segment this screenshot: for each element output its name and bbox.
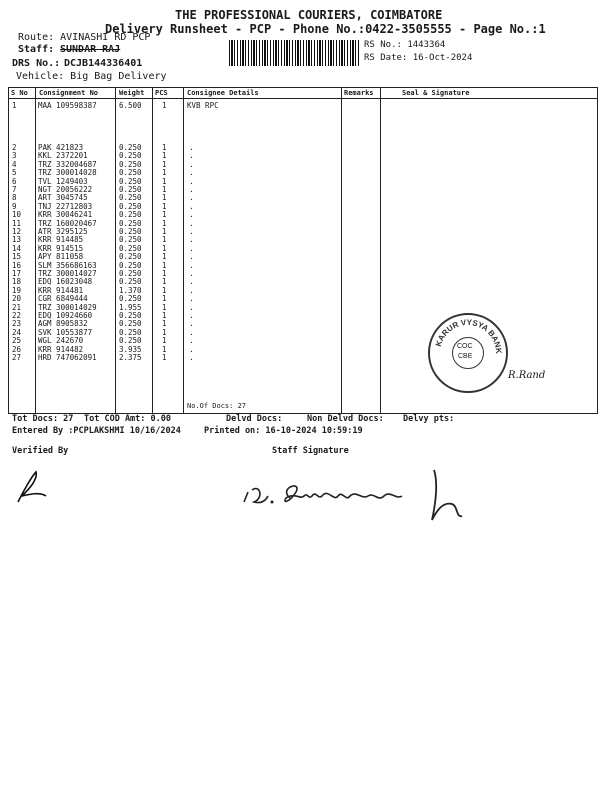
row-sno: 11 [12, 218, 22, 228]
row-sno: 14 [12, 243, 22, 253]
staff-signature-label: Staff Signature [272, 446, 349, 456]
row-pcs: 1 [162, 327, 167, 337]
row-consignment: EDQ 10924660 [38, 311, 93, 320]
row-sno: 23 [12, 319, 22, 329]
row-consignee-dot: . [189, 210, 194, 220]
row-pcs: 1 [162, 260, 167, 270]
row-pcs: 1 [162, 101, 167, 110]
row-pcs: 1 [162, 185, 167, 194]
header-weight: Weight [119, 89, 145, 97]
row-pcs: 1 [162, 277, 167, 287]
row-pcs: 1 [162, 235, 167, 245]
row-pcs: 1 [162, 227, 167, 236]
row-pcs: 1 [162, 143, 167, 152]
row-sno: 26 [12, 344, 22, 354]
row-sno: 15 [12, 252, 22, 262]
row-weight: 0.250 [119, 294, 142, 304]
row-pcs: 1 [162, 311, 167, 320]
row-sno: 3 [12, 151, 17, 161]
row-consignment: TVL 1249403 [38, 176, 88, 186]
row-consignee-dot: . [189, 235, 194, 245]
row-consignment: CGR 6849444 [38, 294, 88, 304]
row-weight: 0.250 [119, 168, 142, 178]
row-consignment: KRR 30046241 [38, 210, 93, 220]
verifier-signature [10, 468, 50, 508]
row-consignment: ART 3045745 [38, 193, 88, 203]
printed-on: Printed on: 16-10-2024 10:59:19 [204, 426, 363, 436]
row-sno: 24 [12, 327, 22, 337]
stamp-ring-textpath: KARUR VYSYA BANK [433, 317, 504, 354]
row-sno: 25 [12, 336, 22, 346]
row-sno: 4 [12, 159, 17, 169]
row-weight: 0.250 [119, 210, 142, 220]
row-consignee-dot: . [189, 227, 194, 236]
row-consignment: TRZ 300014029 [38, 302, 97, 312]
row-sno: 27 [12, 353, 22, 362]
staff-name: SUNDAR RAJ [60, 44, 121, 55]
row-sno: 18 [12, 277, 22, 287]
row-weight: 3.935 [119, 344, 142, 354]
row-consignee-dot: . [189, 193, 194, 203]
entered-by: Entered By :PCPLAKSHMI 10/16/2024 [12, 426, 181, 436]
row-weight: 0.250 [119, 193, 142, 203]
table-row [9, 101, 597, 110]
row-consignment: TRZ 300014028 [38, 168, 97, 178]
row-consignee-dot: . [189, 168, 194, 178]
row-consignment: AGM 8905832 [38, 319, 88, 329]
row-weight: 0.250 [119, 277, 142, 287]
row-consignment: EDQ 16023048 [38, 277, 93, 287]
row-consignee-dot: . [189, 344, 194, 354]
row-consignment: PAK 421823 [38, 143, 84, 152]
header-seal: Seal & Signature [402, 89, 470, 97]
rs-date: RS Date: 16-Oct-2024 [364, 53, 473, 63]
row-consignee-dot: . [189, 159, 194, 169]
row-consignment: TRZ 332004687 [38, 159, 97, 169]
rs-number: RS No.: 1443364 [364, 40, 446, 50]
drs-number: DCJB144336401 [64, 58, 143, 69]
row-sno: 22 [12, 311, 22, 320]
row-pcs: 1 [162, 294, 167, 304]
row-consignment: KKL 2372201 [38, 151, 88, 161]
row-pcs: 1 [162, 302, 167, 312]
row-pcs: 1 [162, 168, 167, 178]
row-weight: 0.250 [119, 151, 142, 161]
row-pcs: 1 [162, 151, 167, 161]
row-consignment: KRR 914482 [38, 344, 84, 354]
row-sno: 17 [12, 269, 22, 278]
row-pcs: 1 [162, 210, 167, 220]
row-pcs: 1 [162, 218, 167, 228]
row-weight: 0.250 [119, 327, 142, 337]
row-consignee-dot: . [189, 277, 194, 287]
row-consignee: KVB RPC [187, 101, 219, 110]
row-sno: 2 [12, 143, 17, 152]
bank-stamp [428, 313, 508, 393]
row-consignment: NGT 20056222 [38, 185, 93, 194]
row-sno: 12 [12, 227, 22, 236]
barcode-image [229, 40, 359, 66]
row-weight: 2.375 [119, 353, 142, 362]
stamp-signature: R.Rand [508, 370, 546, 381]
row-weight: 0.250 [119, 235, 142, 245]
total-cod-amount: Tot COD Amt: 0.00 [84, 414, 171, 424]
row-consignment: KRR 914481 [38, 285, 84, 295]
row-sno: 5 [12, 168, 17, 178]
row-sno: 21 [12, 302, 22, 312]
row-weight: 0.250 [119, 159, 142, 169]
row-sno: 10 [12, 210, 22, 220]
row-consignment: KRR 914515 [38, 243, 84, 253]
row-weight: 0.250 [119, 201, 142, 211]
row-weight: 0.250 [119, 185, 142, 194]
row-consignee-dot: . [189, 336, 194, 346]
row-consignment: TRZ 300014027 [38, 269, 97, 278]
stamp-center-bottom: CBE [458, 353, 473, 360]
row-weight: 1.955 [119, 302, 142, 312]
row-consignee-dot: . [189, 353, 194, 362]
company-title: THE PROFESSIONAL COURIERS, COIMBATORE [175, 8, 443, 22]
row-consignee-dot: . [189, 319, 194, 329]
staff-signature [238, 462, 478, 532]
row-consignee-dot: . [189, 285, 194, 295]
row-consignment: ATR 3295125 [38, 227, 88, 236]
vehicle: Vehicle: Big Bag Delivery [16, 71, 167, 82]
row-consignee-dot: . [189, 218, 194, 228]
stamp-center-top: COC [457, 343, 473, 350]
row-sno: 20 [12, 294, 22, 304]
row-consignment: SLM 356686163 [38, 260, 97, 270]
row-weight: 0.250 [119, 227, 142, 236]
row-consignee-dot: . [189, 327, 194, 337]
row-consignee-dot: . [189, 176, 194, 186]
row-sno: 13 [12, 235, 22, 245]
row-consignment: WGL 242670 [38, 336, 84, 346]
row-weight: 0.250 [119, 260, 142, 270]
table-header-row [9, 88, 597, 99]
runsheet-line: Delivery Runsheet - PCP - Phone No.:0422-3505555 - Page No.:1 [105, 22, 546, 36]
row-consignment: HRD 747062091 [38, 353, 97, 362]
delivery-points: Delvy pts: [403, 414, 455, 424]
runsheet-table [8, 87, 598, 414]
row-sno: 6 [12, 176, 17, 186]
row-consignment: KRR 914485 [38, 235, 84, 245]
row-consignee-dot: . [189, 185, 194, 194]
header-consignee: Consignee Details [187, 89, 259, 97]
row-consignee-dot: . [189, 151, 194, 161]
row-consignee-dot: . [189, 243, 194, 253]
row-pcs: 1 [162, 269, 167, 278]
row-sno: 19 [12, 285, 22, 295]
header-consignment: Consignment No [39, 89, 99, 97]
row-sno: 8 [12, 193, 17, 203]
row-weight: 0.250 [119, 243, 142, 253]
row-consignee-dot: . [189, 311, 194, 320]
row-sno: 9 [12, 201, 17, 211]
drs-label: DRS No.: [12, 58, 61, 69]
stamp-center [452, 337, 484, 369]
row-pcs: 1 [162, 336, 167, 346]
row-weight: 0.250 [119, 218, 142, 228]
row-consignee-dot: . [189, 269, 194, 278]
row-weight: 1.370 [119, 285, 142, 295]
row-weight: 0.250 [119, 143, 142, 152]
staff-label: Staff: [18, 44, 55, 55]
row-consignment: APY 811058 [38, 252, 84, 262]
row-pcs: 1 [162, 176, 167, 186]
row-weight: 6.500 [119, 101, 142, 110]
row-sno: 16 [12, 260, 22, 270]
row-consignment: SVK 10553877 [38, 327, 93, 337]
row-consignment: MAA 109598387 [38, 101, 97, 110]
row-consignment: TNJ 22712803 [38, 201, 93, 211]
row-pcs: 1 [162, 193, 167, 203]
row-consignee-dot: . [189, 260, 194, 270]
row-sno: 1 [12, 101, 17, 110]
row-pcs: 1 [162, 285, 167, 295]
row-pcs: 1 [162, 319, 167, 329]
table-row [9, 353, 597, 362]
row-consignee-dot: . [189, 201, 194, 211]
row-weight: 0.250 [119, 176, 142, 186]
no-of-docs: No.Of Docs: 27 [187, 402, 247, 410]
row-pcs: 1 [162, 243, 167, 253]
route: Route: AVINASHI RD PCP [18, 32, 151, 43]
non-delivered-docs: Non Delvd Docs: [307, 414, 384, 424]
row-pcs: 1 [162, 252, 167, 262]
row-consignment: TRZ 160020467 [38, 218, 97, 228]
header-remarks: Remarks [344, 89, 374, 97]
row-weight: 0.250 [119, 336, 142, 346]
total-docs: Tot Docs: 27 [12, 414, 74, 424]
header-pcs: PCS [155, 89, 168, 97]
row-consignee-dot: . [189, 294, 194, 304]
row-weight: 0.250 [119, 252, 142, 262]
row-weight: 0.250 [119, 311, 142, 320]
row-pcs: 1 [162, 201, 167, 211]
row-weight: 0.250 [119, 319, 142, 329]
header-sno: S No [11, 89, 28, 97]
row-consignee-dot: . [189, 302, 194, 312]
verified-by-label: Verified By [12, 446, 69, 456]
row-weight: 0.250 [119, 269, 142, 278]
delivered-docs: Delvd Docs: [226, 414, 283, 424]
row-sno: 7 [12, 185, 17, 194]
row-pcs: 1 [162, 159, 167, 169]
row-consignee-dot: . [189, 252, 194, 262]
row-pcs: 1 [162, 353, 167, 362]
row-consignee-dot: . [189, 143, 194, 152]
row-pcs: 1 [162, 344, 167, 354]
